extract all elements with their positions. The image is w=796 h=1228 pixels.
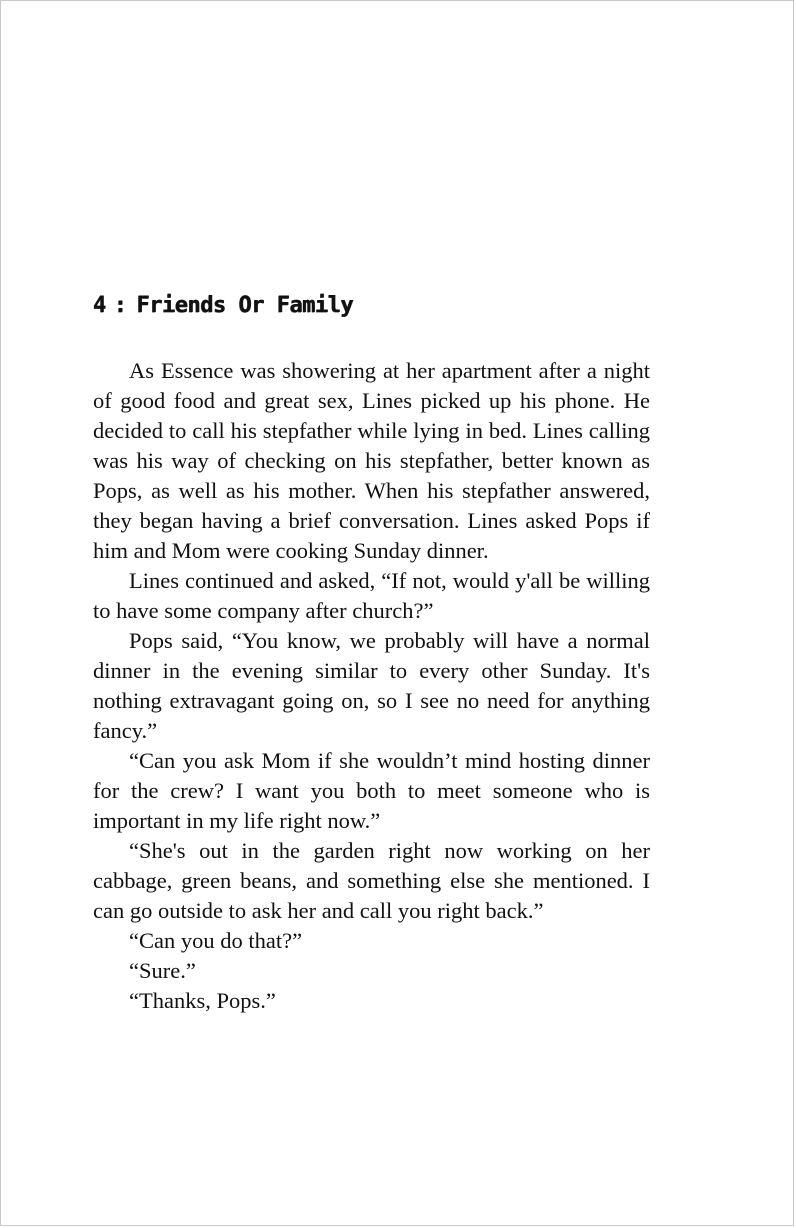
paragraph: Lines continued and asked, “If not, would y'all be willing to have some company after church?” (93, 568, 650, 623)
paragraph: Pops said, “You know, we probably will have a normal dinner in the evening similar to every other Sunday. It's nothing extravagant going on, so I see no need for anything fancy.” (93, 628, 650, 743)
chapter-heading (93, 293, 353, 318)
paragraph: “Thanks, Pops.” (129, 988, 276, 1013)
paragraph: As Essence was showering at her apartment after a night of good food and great sex, Lines picked up his phone. He decided to call his stepfather while lying in bed. Lines calling was his way of checking on his stepfather, better known as Pops, as well as his mother. When his stepfather answered, they began having a brief conversation. Lines asked Pops if him and Mom were cooking Sunday dinner. (93, 358, 650, 563)
paragraph: “Can you do that?” (129, 928, 303, 953)
paragraph: “Sure.” (129, 958, 196, 983)
chapter-number: 4 (93, 293, 106, 318)
paragraph: “Can you ask Mom if she wouldn’t mind hosting dinner for the crew? I want you both to meet someone who is important in my life right now.” (93, 748, 650, 833)
chapter-separator: : (113, 293, 127, 318)
paragraph: “She's out in the garden right now working on her cabbage, green beans, and something else she mentioned. I can go outside to ask her and call you right back.” (93, 838, 650, 923)
chapter-body (93, 356, 650, 1016)
chapter-title: Friends Or Family (136, 293, 354, 318)
